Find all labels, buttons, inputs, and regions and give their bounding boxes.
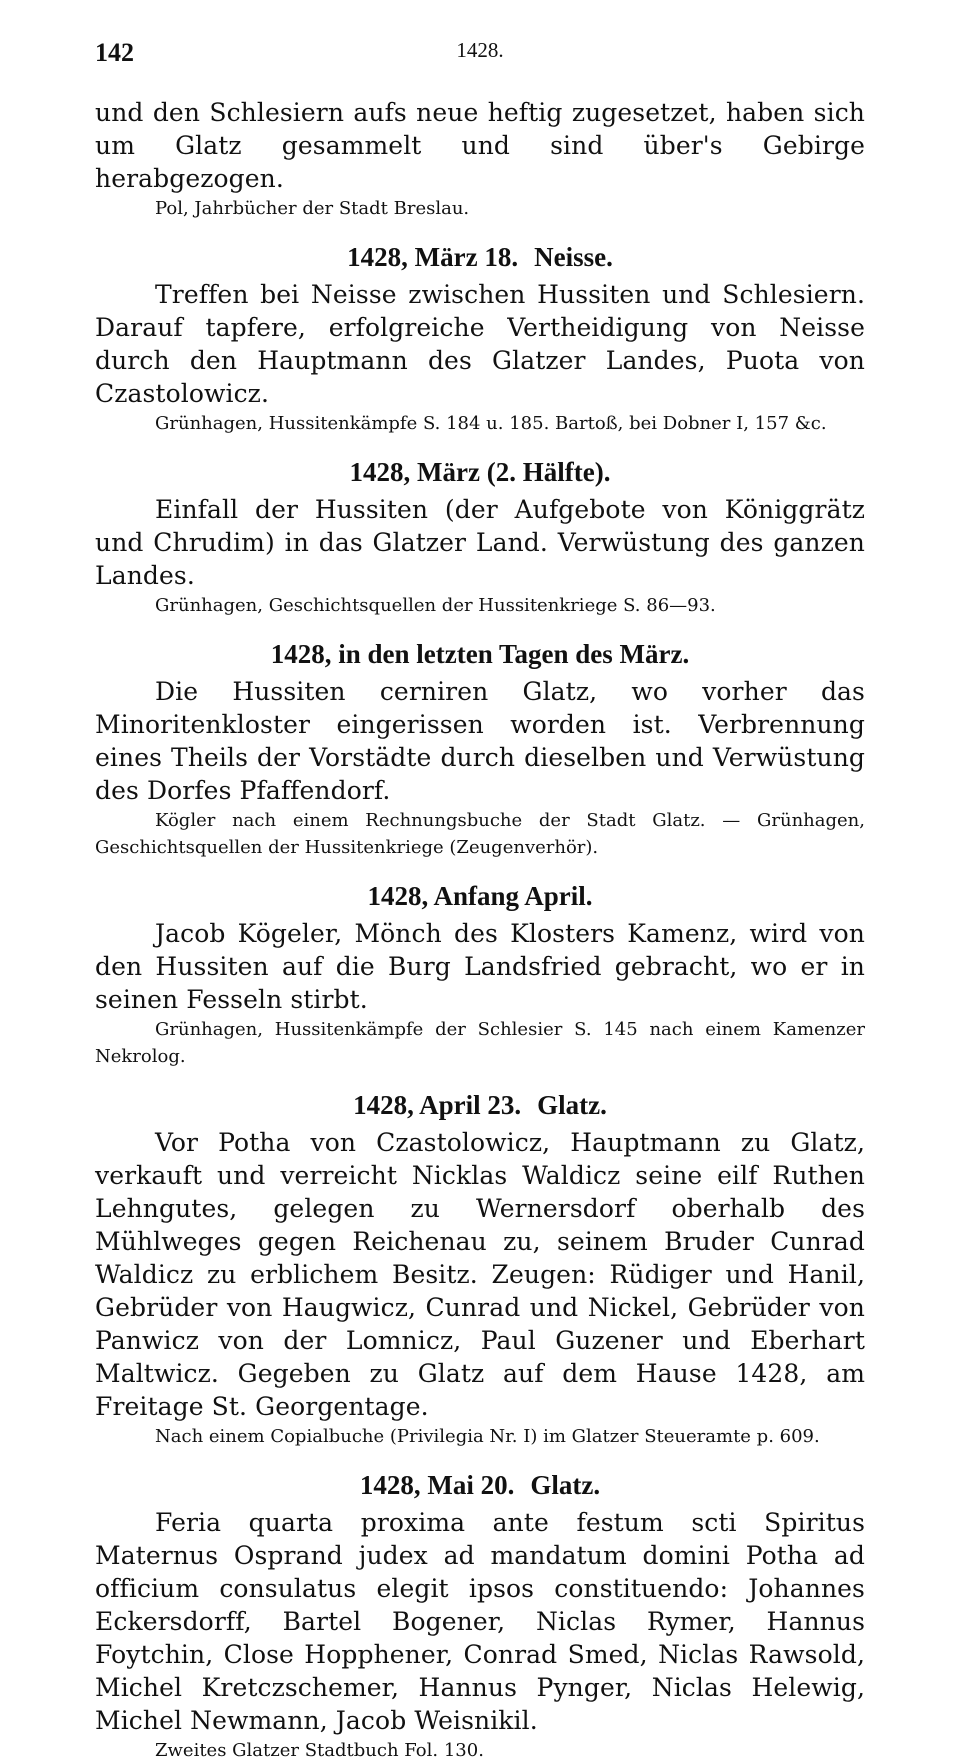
page-number: 142 xyxy=(95,38,134,67)
entry-heading xyxy=(95,1088,865,1122)
entry-1428-anfang-april xyxy=(95,879,865,1070)
entry-source: Grünhagen, Hussitenkämpfe S. 184 u. 185. Bartoß, bei Dobner I, 157 &c. xyxy=(155,413,827,434)
entry-text: Feria quarta proxima ante festum scti Spiritus Maternus Osprand judex ad mandatum domini Potha ad officium consulatus elegit ipsos constituendo: Johannes Eckersdorff, Bartel Bogener, Niclas Rymer, Hannus Foytchin, Close Hopphener, Conrad Smed, Niclas Rawsold, Michel Kretczschemer, Hannus Pynger, Niclas Helewig, Michel Newmann, Jacob Weisnikil. xyxy=(95,1508,865,1735)
entry-heading xyxy=(95,637,865,671)
entry-place: Glatz. xyxy=(537,1090,607,1120)
entry-text: Vor Potha von Czastolowicz, Hauptmann zu Glatz, verkauft und verreicht Nicklas Waldicz seine eilf Ruthen Lehngutes, gelegen zu Wernersdorf oberhalb des Mühlweges gegen Reichenau zu, seinem Bruder Cunrad Waldicz zu erblichem Besitz. Zeugen: Rüdiger und Hanil, Gebrüder von Haugwicz, Cunrad und Nickel, Gebrüder von Panwicz von der Lomnicz, Paul Guzener und Eberhart Maltwicz. Gegeben zu Glatz auf dem Hause 1428, am Freitage St. Georgentage. xyxy=(95,1128,865,1421)
entry-1428-mai-20 xyxy=(95,1468,865,1764)
continuation-entry xyxy=(95,96,865,222)
entry-1428-maerz-18 xyxy=(95,240,865,437)
entry-place: Neisse. xyxy=(534,242,613,272)
entry-heading xyxy=(95,455,865,489)
entry-text: Die Hussiten cerniren Glatz, wo vorher das Minoritenkloster eingerissen worden ist. Verbrennung eines Theils der Vorstädte durch dieselben und Verwüstung des Dorfes Pfaffendorf. xyxy=(95,677,865,805)
entry-heading xyxy=(95,1468,865,1502)
entry-1428-april-23 xyxy=(95,1088,865,1450)
entry-date: 1428, März (2. Hälfte). xyxy=(349,457,611,487)
entry-date: 1428, in den letzten Tagen des März. xyxy=(270,639,690,669)
entry-heading xyxy=(95,240,865,274)
entry-source: Grünhagen, Geschichtsquellen der Hussitenkriege S. 86—93. xyxy=(155,595,716,616)
entry-date: 1428, März 18. xyxy=(347,242,519,272)
page-content xyxy=(95,96,865,1764)
entry-date: 1428, April 23. xyxy=(353,1090,522,1120)
entry-date: 1428, Anfang April. xyxy=(367,881,593,911)
entry-source: Kögler nach einem Rechnungsbuche der Stadt Glatz. — Grünhagen, Geschichtsquellen der Hussitenkriege (Zeugenverhör). xyxy=(95,810,865,858)
entry-text: und den Schlesiern aufs neue heftig zugesetzet, haben sich um Glatz gesammelt und sind über's Gebirge herabgezogen. xyxy=(95,98,865,193)
entry-source: Grünhagen, Hussitenkämpfe der Schlesier S. 145 nach einem Kamenzer Nekrolog. xyxy=(95,1019,865,1067)
entry-text: Jacob Kögeler, Mönch des Klosters Kamenz, wird von den Hussiten auf die Burg Landsfried gebracht, wo er in seinen Fesseln stirbt. xyxy=(95,919,865,1014)
entry-place: Glatz. xyxy=(530,1470,601,1500)
running-header-year: 1428. xyxy=(456,38,504,62)
entry-source: Pol, Jahrbücher der Stadt Breslau. xyxy=(155,198,470,219)
page-header xyxy=(95,38,865,78)
entry-heading xyxy=(95,879,865,913)
entry-text: Treffen bei Neisse zwischen Hussiten und Schlesiern. Darauf tapfere, erfolgreiche Vertheidigung von Neisse durch den Hauptmann des Glatzer Landes, Puota von Czastolowicz. xyxy=(95,280,865,408)
entry-1428-letzte-tage-maerz xyxy=(95,637,865,861)
entry-date: 1428, Mai 20. xyxy=(359,1470,515,1500)
entry-source: Zweites Glatzer Stadtbuch Fol. 130. xyxy=(155,1740,484,1761)
entry-text: Einfall der Hussiten (der Aufgebote von Königgrätz und Chrudim) in das Glatzer Land. Verwüstung des ganzen Landes. xyxy=(95,495,865,590)
entry-1428-maerz-2-haelfte xyxy=(95,455,865,619)
entry-source: Nach einem Copialbuche (Privilegia Nr. I) im Glatzer Steueramte p. 609. xyxy=(155,1426,820,1447)
